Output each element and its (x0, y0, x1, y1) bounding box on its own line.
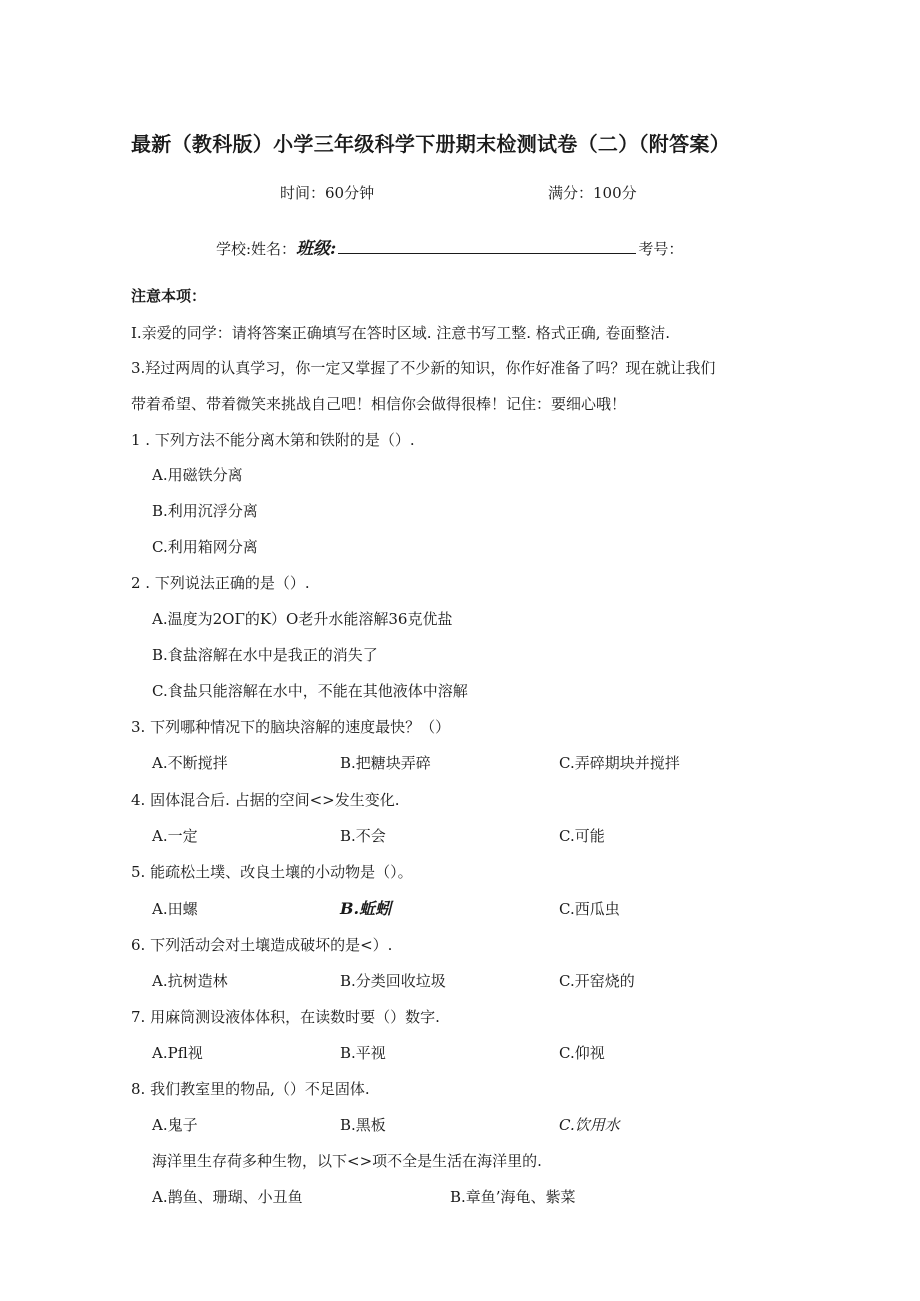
question-9-option-a: A.鹊鱼、珊瑚、小丑鱼 (152, 1188, 303, 1206)
class-blank (338, 239, 636, 254)
question-7-option-b: B.平视 (340, 1044, 386, 1062)
question-1-option-c: C.利用箱网分离 (152, 538, 258, 556)
question-3-option-c: C.弄碎期块并搅拌 (559, 754, 680, 772)
question-1-option-a: A.用磁铁分离 (152, 466, 243, 484)
question-9-stem: 海洋里生存荷多种生物，以下<>项不全是生活在海洋里的. (152, 1152, 542, 1170)
question-4-option-c: C.可能 (559, 827, 605, 845)
student-info-line (216, 234, 683, 259)
question-2-option-c: C.食盐只能溶解在水中，不能在其他液体中溶解 (152, 682, 468, 700)
question-9-option-b: B.章鱼’海龟、紫菜 (450, 1188, 576, 1206)
question-6-option-b: B.分类回收垃圾 (340, 972, 446, 990)
question-1-option-b: B.利用沉浮分离 (152, 502, 258, 520)
full-score: 满分：100分 (548, 184, 637, 202)
exam-time: 时间：60分钟 (280, 184, 375, 202)
question-3-option-a: A.不断搅拌 (152, 754, 228, 772)
question-1-stem: 1 . 下列方法不能分离木第和铁附的是（）. (131, 431, 415, 449)
question-6-option-a: A.抗树造林 (152, 972, 228, 990)
question-2-option-a: A.温度为2OΓ的K）O老升水能溶解36克优盐 (152, 610, 453, 628)
question-7-option-c: C.仰视 (559, 1044, 605, 1062)
notice-item-1: I.亲爱的同学：请将答案正确填写在答时区域. 注意书写工整. 格式正确, 卷面整洁. (131, 324, 671, 342)
question-5-option-c: C.西瓜虫 (559, 900, 620, 918)
class-label: 班级: (296, 239, 337, 259)
exam-number-label: 考号： (638, 240, 684, 258)
question-5-option-b: B.蚯蚓 (340, 899, 392, 918)
question-6-stem: 6. 下列活动会对土壤造成破坏的是<）. (131, 936, 393, 954)
question-5-stem: 5. 能疏松土墣、改良土壤的小动物是（）。 (131, 863, 413, 881)
school-name-label: 学校:姓名： (216, 240, 297, 258)
notice-item-2-line-2: 带着希望、带着微笑来挑战自己吧！相信你会做得很棒！记住：要细心哦！ (131, 395, 627, 413)
question-4-option-a: A.一定 (152, 827, 198, 845)
question-4-stem: 4. 固体混合后. 占据的空间<>发生变化. (131, 791, 400, 809)
question-8-stem: 8. 我们教室里的物品,（）不足固体. (131, 1080, 370, 1098)
notice-item-2-line-1: 3.羟过两周的认真学习，你一定又掌握了不少新的知识，你作好准备了吗？现在就让我们 (131, 359, 716, 377)
question-3-option-b: B.把糖块弄碎 (340, 754, 431, 772)
question-6-option-c: C.开窑烧的 (559, 972, 635, 990)
question-3-stem: 3. 下列哪种情况下的脑块溶解的速度最快？（） (131, 718, 451, 736)
question-4-option-b: B.不会 (340, 827, 386, 845)
notice-heading: 注意本项： (131, 287, 207, 305)
page-title: 最新（教科版）小学三年级科学下册期末检测试卷（二）（附答案） (131, 132, 730, 156)
question-8-option-a: A.鬼子 (152, 1116, 198, 1134)
question-8-option-c: C.饮用水 (559, 1116, 620, 1134)
question-5-option-a: A.田螺 (152, 900, 198, 918)
question-7-stem: 7. 用麻筒测设液体体积，在读数时要（）数字. (131, 1008, 440, 1026)
question-2-option-b: B.食盐溶解在水中是我正的消失了 (152, 646, 378, 664)
question-7-option-a: A.Pfl视 (152, 1044, 203, 1062)
question-8-option-b: B.黑板 (340, 1116, 386, 1134)
question-2-stem: 2 . 下列说法正确的是（）. (131, 574, 310, 592)
